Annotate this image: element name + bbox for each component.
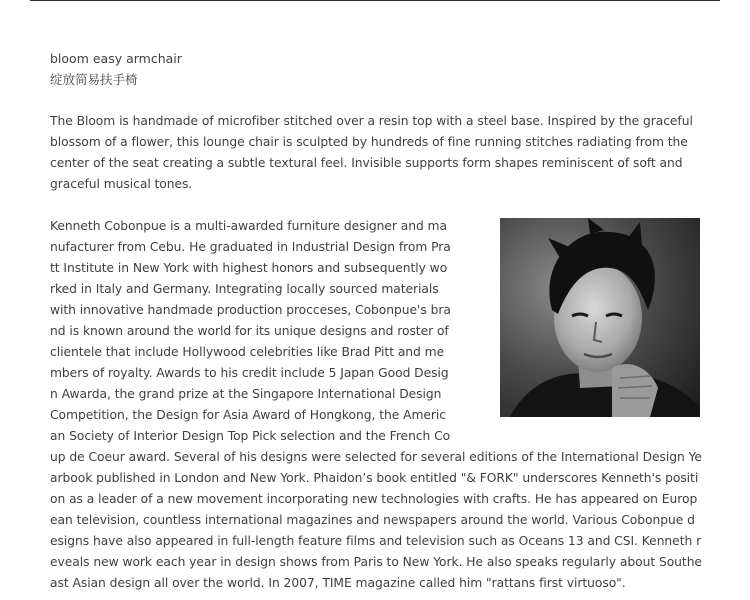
product-description: The Bloom is handmade of microfiber stitched over a resin top with a steel base. Inspired by the graceful blossom of a flower, this lounge chair is sculpted by hundreds of fine running stitches radiating from the center of the seat creating a subtle textural feel. Invisible supports form shapes reminiscent of soft and graceful musical tones. [50, 114, 693, 191]
product-name-english: bloom easy armchair [50, 51, 182, 66]
designer-section [50, 216, 702, 594]
designer-portrait-photo [500, 218, 700, 417]
product-content [50, 48, 702, 594]
product-name-chinese: 绽放简易扶手椅 [50, 72, 138, 87]
portrait-illustration [500, 218, 700, 417]
top-divider [30, 0, 720, 1]
designer-biography: Kenneth Cobonpue is a multi-awarded furniture designer and manufacturer from Cebu. He graduated in Industrial Design from Pratt Institute in New York with highest honors and subsequently worked in Italy and Germany. Integrating locally sourced materials with innovative handmade production procceses, Cobonpue's brand is known around the world for its unique designs and roster of clientele that include Hollywood celebrities like Brad Pitt and members of royalty. Awards to his credit include 5 Japan Good Design Awarda, the grand prize at the Singapore International Design Competition, the Design for Asia Award of Hongkong, the American Society of Interior Design Top Pick selection and the French Coup de Coeur award. Several of his designs were selected for several editions of the International Design Yearbook published in London and New York. Phaidon’s book entitled "& FORK" underscores Kenneth's position as a leader of a new movement incorporating new technologies with crafts. He has appeared on European television, countless international magazines and newspapers around the world. Various Cobonpue designs have also appeared in full-length feature films and television such as Oceans 13 and CSI. Kenneth reveals new work each year in design shows from Paris to New York. He also speaks regularly about Southeast Asian design all over the world. In 2007, TIME magazine called him "rattans first virtuoso". [50, 219, 702, 590]
